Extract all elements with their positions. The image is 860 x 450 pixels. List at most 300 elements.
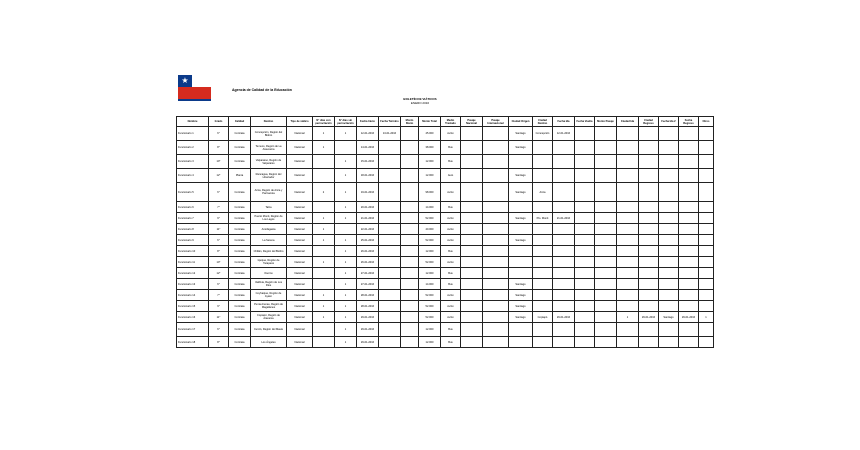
table-cell (617, 235, 639, 246)
table-cell (575, 257, 595, 268)
table-cell: Concepción, Región del Biobío (251, 127, 287, 141)
table-cell: Bus (441, 323, 461, 337)
table-cell (533, 279, 553, 290)
table-cell (575, 323, 595, 337)
table-cell: 6° (209, 279, 229, 290)
table-cell: 1 (313, 141, 335, 155)
table-cell (699, 224, 714, 235)
table-cell (483, 235, 509, 246)
table-cell (699, 301, 714, 312)
table-cell: 40.000 (419, 224, 441, 235)
table-cell: 12.000 (419, 246, 441, 257)
column-header: Fecha Vuelta (575, 117, 595, 127)
document-title-block (360, 97, 480, 105)
table-row (177, 169, 714, 183)
table-cell (617, 323, 639, 337)
table-cell (313, 202, 335, 213)
table-cell: Nacional (287, 323, 313, 337)
table-cell: Puerto Montt, Región de Los Lagos (251, 213, 287, 224)
table-cell: 11° (209, 224, 229, 235)
logo-underbar (178, 99, 211, 101)
table-cell (617, 279, 639, 290)
table-cell (461, 312, 483, 323)
table-cell: 38.000 (419, 141, 441, 155)
table-cell: Temuco, Región de La Araucanía (251, 141, 287, 155)
table-cell: 29-01-2016 (679, 312, 699, 323)
table-cell (401, 301, 419, 312)
table-cell: Nacional (287, 183, 313, 202)
table-cell (461, 337, 483, 348)
table-cell: Funcionario 10 (177, 246, 209, 257)
table-cell (509, 224, 533, 235)
column-header: Grado (209, 117, 229, 127)
table-row (177, 290, 714, 301)
column-header: Destino (251, 117, 287, 127)
table-cell (553, 155, 575, 169)
table-cell: 8° (209, 141, 229, 155)
table-cell (639, 268, 659, 279)
table-cell: Funcionario 7 (177, 213, 209, 224)
table-cell: 1 (335, 337, 357, 348)
table-cell (313, 337, 335, 348)
table-cell: Arica, Región de Arica y Parinacota (251, 183, 287, 202)
table-cell: 12.000 (419, 268, 441, 279)
table-cell (553, 323, 575, 337)
table-cell: Nacional (287, 268, 313, 279)
table-cell: Funcionario 17 (177, 323, 209, 337)
table-cell (595, 213, 617, 224)
table-cell (401, 169, 419, 183)
table-cell: Contrata (229, 301, 251, 312)
table-row (177, 235, 714, 246)
table-cell: 6° (209, 323, 229, 337)
table-cell: Santiago (509, 183, 533, 202)
table-cell (659, 155, 679, 169)
table-cell: Avión (441, 312, 461, 323)
table-cell: 1 (617, 312, 639, 323)
table-cell (617, 183, 639, 202)
table-cell: Rancagua, Región del Libertador (251, 169, 287, 183)
table-cell (483, 246, 509, 257)
table-cell (461, 268, 483, 279)
table-cell: 19-01-2016 (357, 183, 379, 202)
table-cell: Nacional (287, 155, 313, 169)
table-cell (461, 202, 483, 213)
table-cell: 29-01-2016 (357, 312, 379, 323)
table-row (177, 301, 714, 312)
table-cell (639, 155, 659, 169)
table-cell: 1 (313, 312, 335, 323)
table-cell: Contrata (229, 235, 251, 246)
table-cell (699, 246, 714, 257)
table-cell (483, 337, 509, 348)
table-cell (401, 224, 419, 235)
table-cell (379, 202, 401, 213)
table-cell: 14-01-2016 (357, 141, 379, 155)
table-cell (639, 202, 659, 213)
table-cell: Bus (441, 155, 461, 169)
table-cell: 13-01-2016 (379, 127, 401, 141)
table-cell (679, 141, 699, 155)
table-cell (533, 141, 553, 155)
table-cell (617, 213, 639, 224)
table-cell: 52.000 (419, 213, 441, 224)
table-cell: 12.000 (419, 337, 441, 348)
table-cell (575, 290, 595, 301)
table-cell: Funcionario 13 (177, 279, 209, 290)
table-cell: 20-01-2016 (357, 202, 379, 213)
table-row (177, 246, 714, 257)
column-header: N° días sin pernoctación (335, 117, 357, 127)
table-row (177, 279, 714, 290)
star-icon: ★ (181, 76, 189, 85)
table-cell (401, 155, 419, 169)
table-cell (595, 141, 617, 155)
table-cell (483, 224, 509, 235)
table-cell: 12.000 (419, 155, 441, 169)
table-cell (483, 279, 509, 290)
table-cell: 7° (209, 202, 229, 213)
logo-white-field (192, 75, 211, 87)
table-cell (679, 268, 699, 279)
table-cell (533, 224, 553, 235)
table-cell (617, 257, 639, 268)
document-title: BOLETÍN DE VIÁTICOS (403, 97, 437, 101)
table-cell (313, 155, 335, 169)
table-cell (461, 155, 483, 169)
table-cell: 1 (335, 169, 357, 183)
table-cell (639, 301, 659, 312)
table-cell: 1 (313, 257, 335, 268)
table-cell (483, 323, 509, 337)
table-cell (533, 301, 553, 312)
table-cell: Nacional (287, 235, 313, 246)
table-cell (659, 257, 679, 268)
table-cell (483, 290, 509, 301)
table-cell: Nacional (287, 337, 313, 348)
table-cell: Funcionario 6 (177, 202, 209, 213)
table-cell: 26-01-2016 (357, 257, 379, 268)
table-cell: Avión (441, 224, 461, 235)
table-row (177, 213, 714, 224)
table-cell (679, 202, 699, 213)
table-cell (595, 246, 617, 257)
table-cell: 52.000 (419, 312, 441, 323)
table-cell (575, 169, 595, 183)
table-cell (461, 183, 483, 202)
table-cell (379, 141, 401, 155)
table-cell: 6° (209, 235, 229, 246)
table-row (177, 323, 714, 337)
table-cell (533, 169, 553, 183)
table-cell (575, 235, 595, 246)
table-cell (659, 301, 679, 312)
table-cell (401, 213, 419, 224)
table-cell (379, 257, 401, 268)
table-cell: Avión (441, 183, 461, 202)
table-cell: Concepción (533, 127, 553, 141)
table-cell (659, 235, 679, 246)
table-cell (595, 279, 617, 290)
table-cell (461, 213, 483, 224)
table-cell: La Serena (251, 235, 287, 246)
table-cell (699, 279, 714, 290)
table-cell: Contrata (229, 246, 251, 257)
table-cell: Punta Arenas, Región de Magallanes (251, 301, 287, 312)
logo-red-field (178, 87, 211, 99)
table-cell (659, 169, 679, 183)
column-header: Fecha Ida 2 (659, 117, 679, 127)
table-cell (679, 235, 699, 246)
table-cell (595, 224, 617, 235)
column-header: Nombre (177, 117, 209, 127)
table-cell (533, 235, 553, 246)
table-cell (461, 323, 483, 337)
table-cell (595, 337, 617, 348)
table-cell (509, 268, 533, 279)
table-cell (659, 202, 679, 213)
table-cell (401, 141, 419, 155)
table-cell (659, 127, 679, 141)
table-row (177, 127, 714, 141)
table-cell (699, 257, 714, 268)
table-cell: 10° (209, 257, 229, 268)
table-cell: 14.000 (419, 202, 441, 213)
table-cell: Contrata (229, 323, 251, 337)
table-cell (595, 183, 617, 202)
table-cell (379, 224, 401, 235)
table-cell (617, 141, 639, 155)
table-cell (461, 235, 483, 246)
table-cell: Avión (441, 235, 461, 246)
table-cell: Nacional (287, 246, 313, 257)
table-cell: Santiago (509, 301, 533, 312)
table-cell: Contrata (229, 268, 251, 279)
table-cell: Santiago (509, 312, 533, 323)
table-cell (483, 127, 509, 141)
table-row (177, 155, 714, 169)
column-header: Calidad (229, 117, 251, 127)
table-cell (483, 169, 509, 183)
table-cell (483, 213, 509, 224)
table-cell: 1 (335, 301, 357, 312)
table-cell (313, 279, 335, 290)
table-cell: Coyhaique, Región de Aysén (251, 290, 287, 301)
government-logo (178, 75, 211, 99)
table-body (177, 127, 714, 348)
table-cell (461, 301, 483, 312)
table-cell: Nacional (287, 213, 313, 224)
table-cell: Curicó, Región del Maule (251, 323, 287, 337)
table-cell (461, 246, 483, 257)
table-cell: Santiago (509, 279, 533, 290)
table-cell (313, 246, 335, 257)
column-header: Otros (699, 117, 714, 127)
table-cell (575, 141, 595, 155)
table-cell: Contrata (229, 183, 251, 202)
column-header: Fecha Término (379, 117, 401, 127)
table-cell (483, 301, 509, 312)
table-cell: 1 (335, 257, 357, 268)
table-cell (699, 141, 714, 155)
table-cell (639, 279, 659, 290)
table-cell (533, 268, 553, 279)
table-cell: Chillán, Región del Biobío (251, 246, 287, 257)
table-cell: 14.000 (419, 279, 441, 290)
table-cell (379, 169, 401, 183)
table-cell: Osorno (251, 268, 287, 279)
table-cell: Nacional (287, 169, 313, 183)
table-cell (595, 155, 617, 169)
organization-name: Agencia de Calidad de la Educación (232, 88, 292, 92)
table-cell (595, 202, 617, 213)
table-cell (639, 169, 659, 183)
table-cell (313, 323, 335, 337)
table-cell (699, 183, 714, 202)
table-cell (659, 268, 679, 279)
table-cell (401, 183, 419, 202)
table-cell (483, 183, 509, 202)
table-cell (617, 155, 639, 169)
table-cell (659, 337, 679, 348)
table-cell (595, 169, 617, 183)
table-cell: 29-01-2016 (357, 323, 379, 337)
table-cell (575, 127, 595, 141)
table-cell (401, 279, 419, 290)
table-cell (679, 257, 699, 268)
table-cell: 8° (209, 246, 229, 257)
table-cell: Bus (441, 279, 461, 290)
table-cell (379, 213, 401, 224)
table-cell: Contrata (229, 337, 251, 348)
table-cell (379, 290, 401, 301)
table-cell (553, 202, 575, 213)
table-cell: 52.000 (419, 290, 441, 301)
table-cell: Auto (441, 169, 461, 183)
table-cell (461, 279, 483, 290)
table-cell: 29-01-2016 (553, 312, 575, 323)
table-cell (617, 268, 639, 279)
table-cell: 21-01-2016 (357, 213, 379, 224)
table-cell (617, 224, 639, 235)
table-cell: 52.000 (419, 235, 441, 246)
table-cell: Avión (441, 301, 461, 312)
table-cell (679, 183, 699, 202)
table-cell: 12-01-2016 (553, 127, 575, 141)
table-cell (401, 257, 419, 268)
table-cell: 11° (209, 312, 229, 323)
table-cell (659, 213, 679, 224)
table-cell (575, 246, 595, 257)
table-cell: Santiago (509, 127, 533, 141)
table-cell: 28-01-2016 (357, 301, 379, 312)
table-cell: 52.000 (419, 257, 441, 268)
table-cell: Avión (441, 257, 461, 268)
column-header: Medio Traslado (441, 117, 461, 127)
table-cell: Pto. Montt (533, 213, 553, 224)
table-cell (379, 183, 401, 202)
column-header: Fecha Regreso (679, 117, 699, 127)
table-cell: Contrata (229, 141, 251, 155)
table-cell: Funcionario 3 (177, 155, 209, 169)
table-cell (639, 235, 659, 246)
table-cell (461, 127, 483, 141)
table-cell: 27-01-2016 (357, 268, 379, 279)
table-cell (553, 224, 575, 235)
table-cell: 9° (209, 301, 229, 312)
table-cell (575, 279, 595, 290)
table-cell (679, 169, 699, 183)
table-cell (575, 312, 595, 323)
column-header: Ciudad Destino (533, 117, 553, 127)
table-cell (639, 246, 659, 257)
table-cell (659, 141, 679, 155)
table-cell: 12° (209, 268, 229, 279)
table-cell (575, 224, 595, 235)
table-cell (595, 268, 617, 279)
table-row (177, 268, 714, 279)
table-cell (533, 290, 553, 301)
table-cell: 1 (313, 127, 335, 141)
table-cell: Planta (229, 169, 251, 183)
table-cell: Contrata (229, 257, 251, 268)
table-cell: Santiago (509, 169, 533, 183)
table-cell (313, 169, 335, 183)
table-cell: 1 (313, 224, 335, 235)
table-cell: Funcionario 14 (177, 290, 209, 301)
table-cell (401, 235, 419, 246)
table-cell (617, 246, 639, 257)
table-cell (639, 337, 659, 348)
table-cell (659, 183, 679, 202)
table-cell: 1 (335, 127, 357, 141)
table-cell (659, 290, 679, 301)
column-header: Monto Total (419, 117, 441, 127)
table-cell (639, 183, 659, 202)
table-cell (575, 202, 595, 213)
table-cell: Funcionario 2 (177, 141, 209, 155)
viaticos-table (176, 116, 714, 348)
table-cell (679, 127, 699, 141)
column-header: Ciudad Ida (617, 117, 639, 127)
table-cell (533, 155, 553, 169)
table-cell: 9° (209, 213, 229, 224)
table-cell (379, 312, 401, 323)
table-cell (639, 224, 659, 235)
table-cell: 1 (313, 213, 335, 224)
table-cell (617, 169, 639, 183)
table-cell: 1 (313, 301, 335, 312)
table-cell: Funcionario 18 (177, 337, 209, 348)
table-cell: Contrata (229, 202, 251, 213)
table-cell: Valdivia, Región de Los Ríos (251, 279, 287, 290)
table-cell (401, 127, 419, 141)
table-cell (461, 141, 483, 155)
table-cell: Contrata (229, 224, 251, 235)
table-cell: 22-01-2016 (357, 224, 379, 235)
table-cell (617, 290, 639, 301)
table-cell (679, 224, 699, 235)
table-cell: Contrata (229, 279, 251, 290)
table-cell: Nacional (287, 279, 313, 290)
table-cell (617, 127, 639, 141)
table-cell: 6° (209, 183, 229, 202)
table-cell: 12° (209, 169, 229, 183)
table-cell: Funcionario 16 (177, 312, 209, 323)
table-cell (553, 301, 575, 312)
column-header: N° días con pernoctación (313, 117, 335, 127)
table-cell: Nacional (287, 312, 313, 323)
